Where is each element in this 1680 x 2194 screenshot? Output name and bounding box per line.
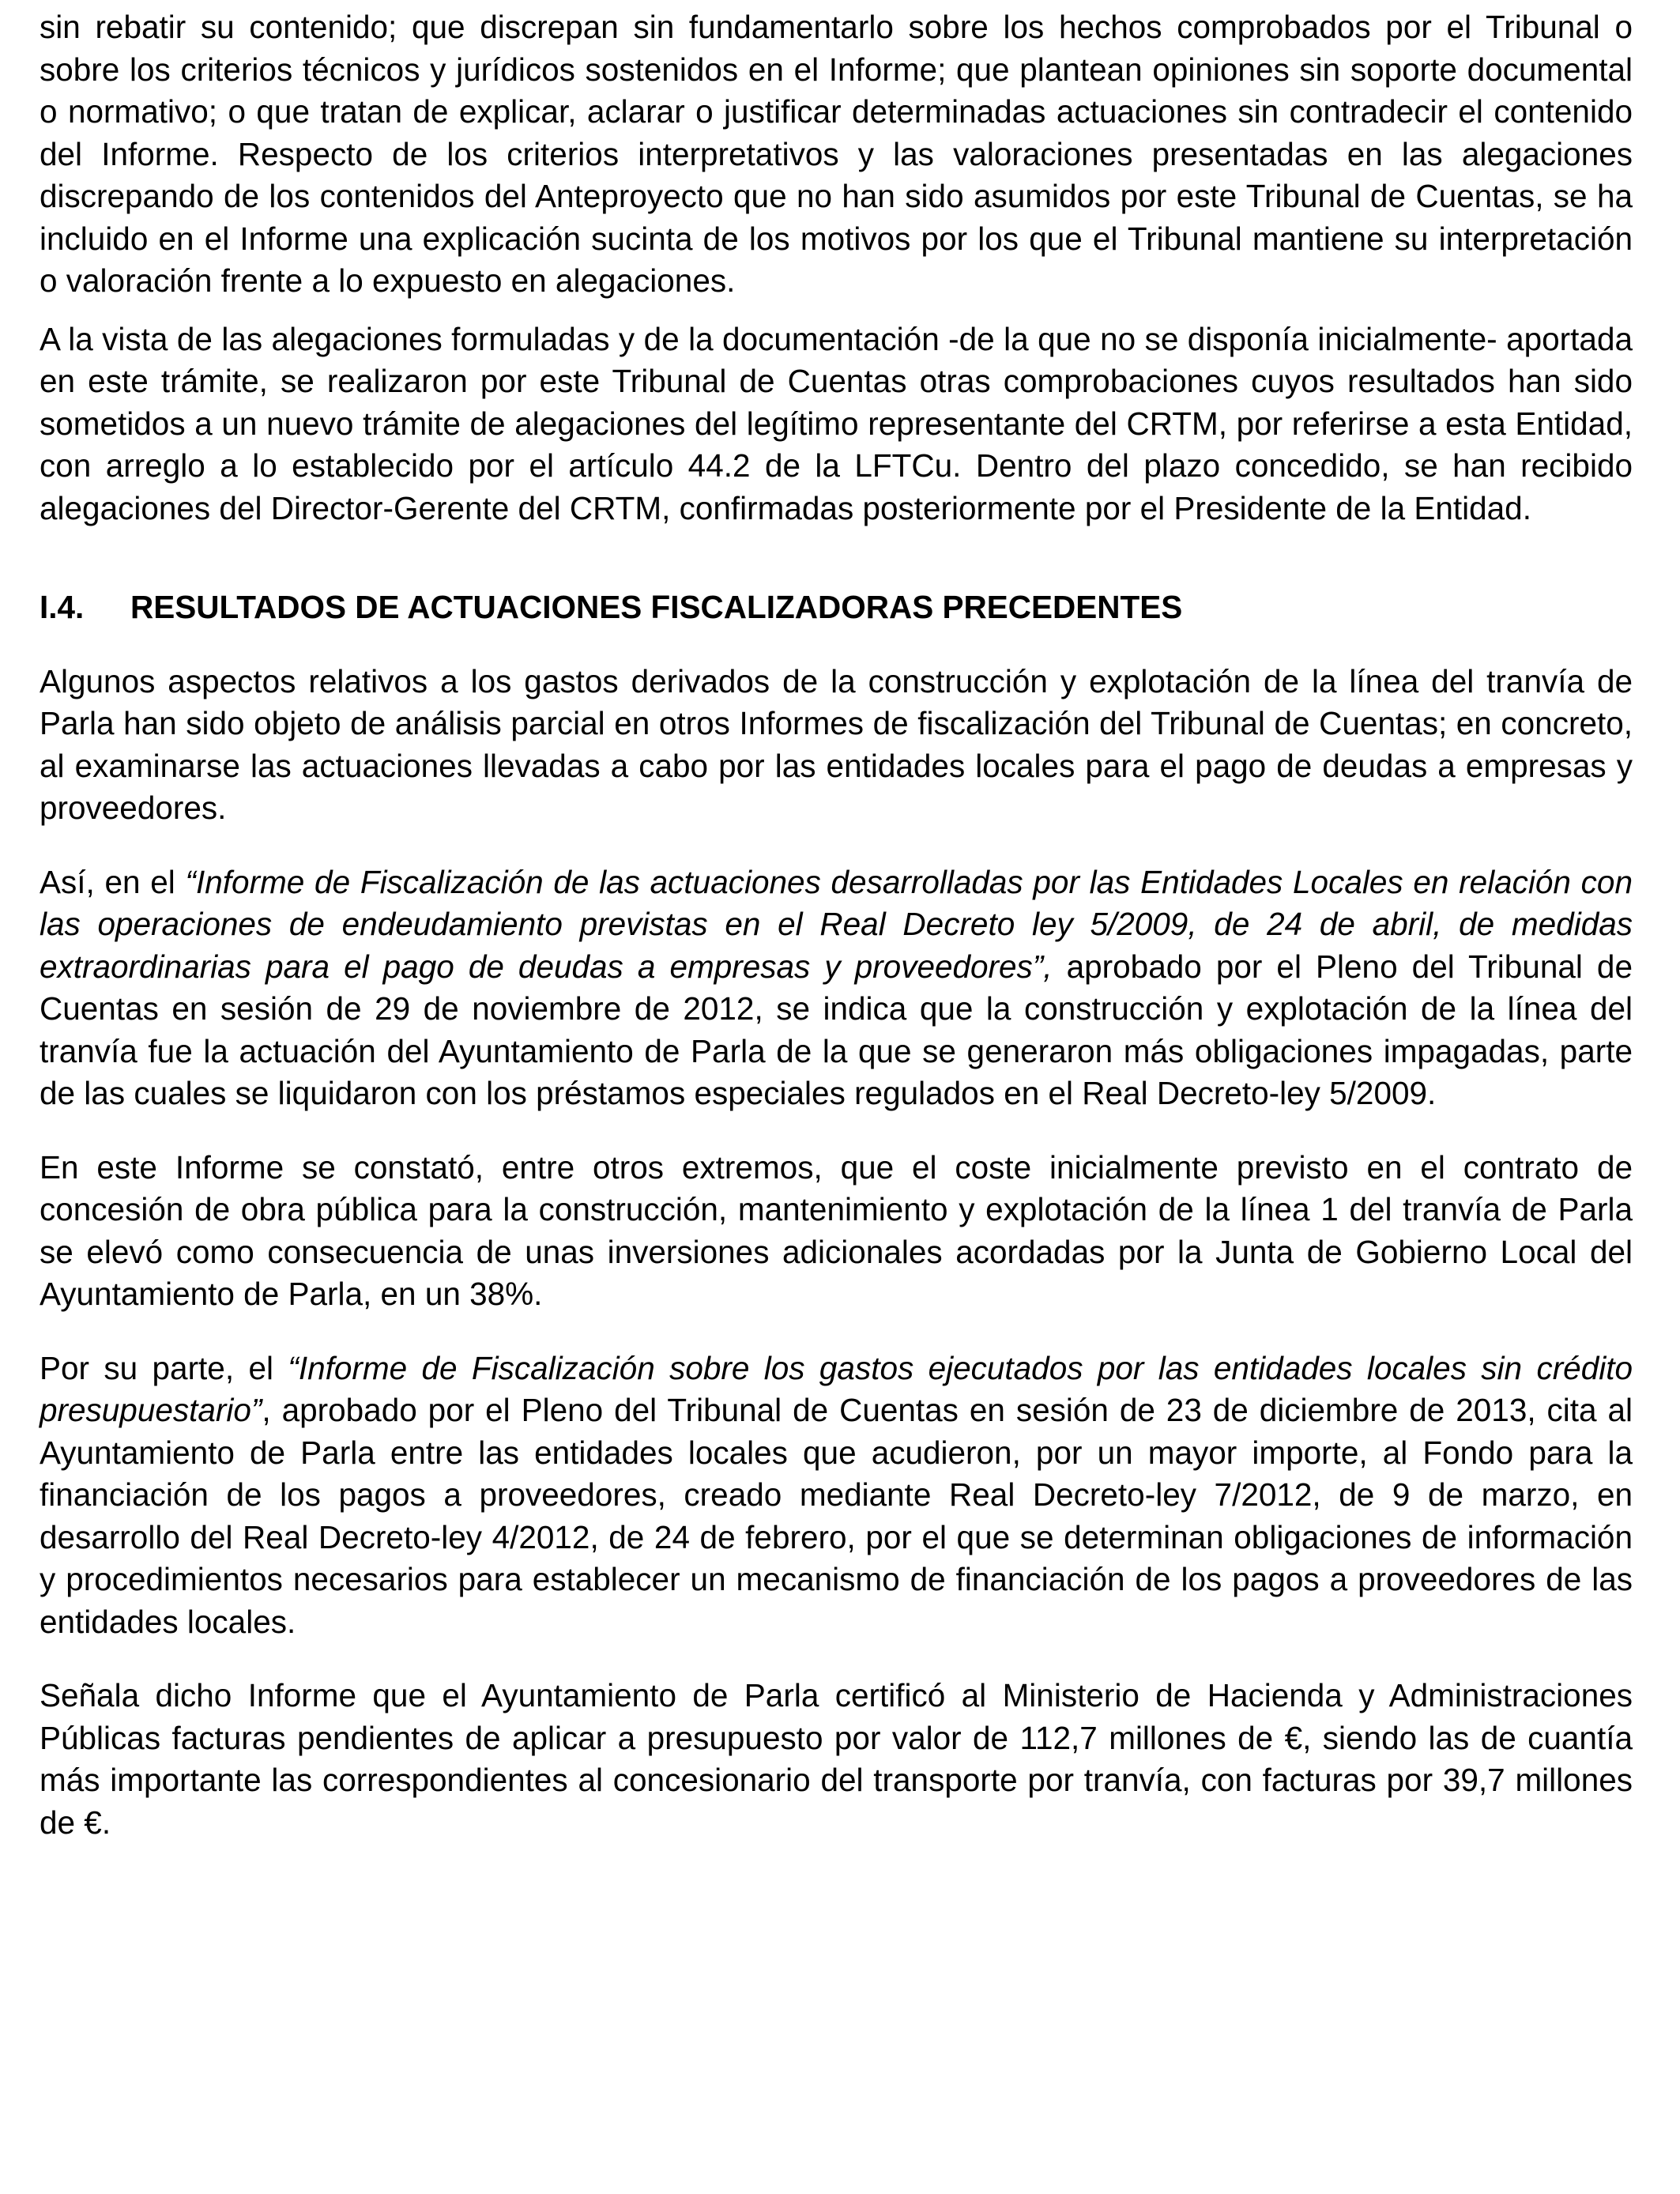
paragraph-lead: Así, en el <box>40 863 186 900</box>
section-heading <box>40 586 1633 629</box>
paragraph-allegations-review: A la vista de las alegaciones formuladas y de la documentación -de la que no se disponía inicialmente- aportada en este trámite, se realizaron por este Tribunal de Cuentas otras comprobaciones cuyos resultados han sido sometidos a un nuevo trámite de alegaciones del legítimo representante del CRTM, por referirse a esta Entidad, con arreglo a lo establecido por el artículo 44.2 de la LFTCu. Dentro del plazo concedido, se han recibido alegaciones del Director-Gerente del CRTM, confirmadas posteriormente por el Presidente de la Entidad. <box>40 320 1633 526</box>
paragraph-allegations-criteria: sin rebatir su contenido; que discrepan sin fundamentarlo sobre los hechos comprobados por el Tribunal o sobre los criterios técnicos y jurídicos sostenidos en el Informe; que plantean opiniones sin soporte documental o normativo; o que tratan de explicar, aclarar o justificar determinadas actuaciones sin contradecir el contenido del Informe. Respecto de los criterios interpretativos y las valoraciones presentadas en las alegaciones discrepando de los contenidos del Anteproyecto que no han sido asumidos por este Tribunal de Cuentas, se ha incluido en el Informe una explicación sucinta de los motivos por los que el Tribunal mantiene su interpretación o valoración frente a lo expuesto en alegaciones. <box>40 9 1633 299</box>
paragraph-facturas: Señala dicho Informe que el Ayuntamiento de Parla certificó al Ministerio de Hacienda y Administraciones Públicas facturas pendientes de aplicar a presupuesto por valor de 112,7 millones de €, siendo las de cuantía más importante las correspondientes al concesionario del transporte por tranvía, con facturas por 39,7 millones de €. <box>40 1677 1633 1841</box>
paragraph-rest: , aprobado por el Pleno del Tribunal de Cuentas en sesión de 23 de diciembre de 2013, cita al Ayuntamiento de Parla entre las entidades locales que acudieron, por un mayor importe, al Fondo para la financiación de los pagos a proveedores, creado mediante Real Decreto-ley 7/2012, de 9 de marzo, en desarrollo del Real Decreto-ley 4/2012, de 24 de febrero, por el que se determinan obligaciones de información y procedimientos necesarios para establecer un mecanismo de financiación de los pagos a proveedores de las entidades locales. <box>40 1392 1633 1640</box>
report-title-italic: “Informe de Fiscalización de las actuaciones desarrolladas por las Entidades Locales en relación con las operaciones de endeudamiento previstas en el Real Decreto ley 5/2009, de 24 de abril, de medidas extraordinarias para el pago de deudas a empresas y proveedores”, <box>40 863 1633 985</box>
paragraph-intro-tranvia: Algunos aspectos relativos a los gastos derivados de la construcción y explotación de la línea del tranvía de Parla han sido objeto de análisis parcial en otros Informes de fiscalización del Tribunal de Cuentas; en concreto, al examinarse las actuaciones llevadas a cabo por las entidades locales para el pago de deudas a empresas y proveedores. <box>40 662 1633 826</box>
paragraph-informe-2013 <box>40 1348 1633 1644</box>
report-title-italic: “Informe de Fiscalización sobre los gastos ejecutados por las entidades locales sin crédito presupuestario” <box>40 1349 1633 1428</box>
paragraph-informe-2012 <box>40 861 1633 1115</box>
paragraph-coste-38: En este Informe se constató, entre otros extremos, que el coste inicialmente previsto en el contrato de concesión de obra pública para la construcción, mantenimiento y explotación de la línea 1 del tranvía de Parla se elevó como consecuencia de unas inversiones adicionales acordadas por la Junta de Gobierno Local del Ayuntamiento de Parla, en un 38%. <box>40 1148 1633 1312</box>
section-title: RESULTADOS DE ACTUACIONES FISCALIZADORAS PRECEDENTES <box>130 589 1183 625</box>
paragraph-lead: Por su parte, el <box>40 1349 288 1386</box>
paragraph-rest: aprobado por el Pleno del Tribunal de Cuentas en sesión de 29 de noviembre de 2012, se indica que la construcción y explotación de la línea del tranvía fue la actuación del Ayuntamiento de Parla de la que se generaron más obligaciones impagadas, parte de las cuales se liquidaron con los préstamos especiales regulados en el Real Decreto-ley 5/2009. <box>40 948 1633 1111</box>
section-number: I.4. <box>40 589 85 625</box>
